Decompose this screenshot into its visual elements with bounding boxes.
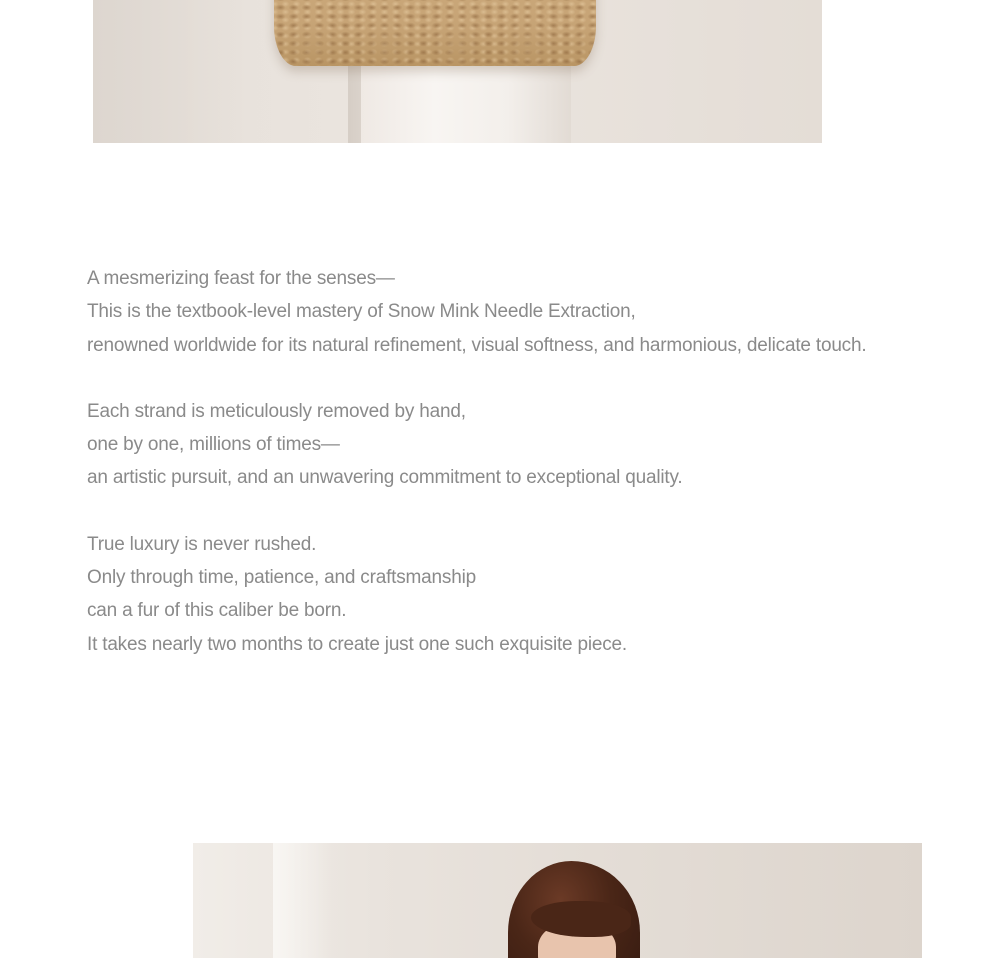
story-line: Only through time, patience, and craftsmanship <box>87 567 476 589</box>
story-line: can a fur of this caliber be born. <box>87 600 347 622</box>
story-line: renowned worldwide for its natural refinement, visual softness, and harmonious, delicate touch. <box>87 334 867 356</box>
story-paragraph-3 <box>87 528 947 661</box>
story-line: one by one, millions of times— <box>87 434 340 456</box>
story-paragraph-2 <box>87 395 947 495</box>
craftsmanship-story <box>87 262 947 694</box>
story-line: It takes nearly two months to create just one such exquisite piece. <box>87 633 628 655</box>
photo-wall-shadow <box>93 0 253 143</box>
story-paragraph-1 <box>87 262 947 362</box>
story-line: an artistic pursuit, and an unwavering commitment to exceptional quality. <box>87 467 683 489</box>
story-line: Each strand is meticulously removed by hand, <box>87 400 466 422</box>
story-line: A mesmerizing feast for the senses— <box>87 268 395 289</box>
product-photo-fur-bag <box>93 0 822 143</box>
story-line: This is the textbook-level mastery of Snow Mink Needle Extraction, <box>87 301 636 323</box>
photo-fur-bag <box>274 0 596 66</box>
model-photo <box>193 843 922 958</box>
photo-light-strip <box>273 843 333 958</box>
story-line: True luxury is never rushed. <box>87 533 317 555</box>
